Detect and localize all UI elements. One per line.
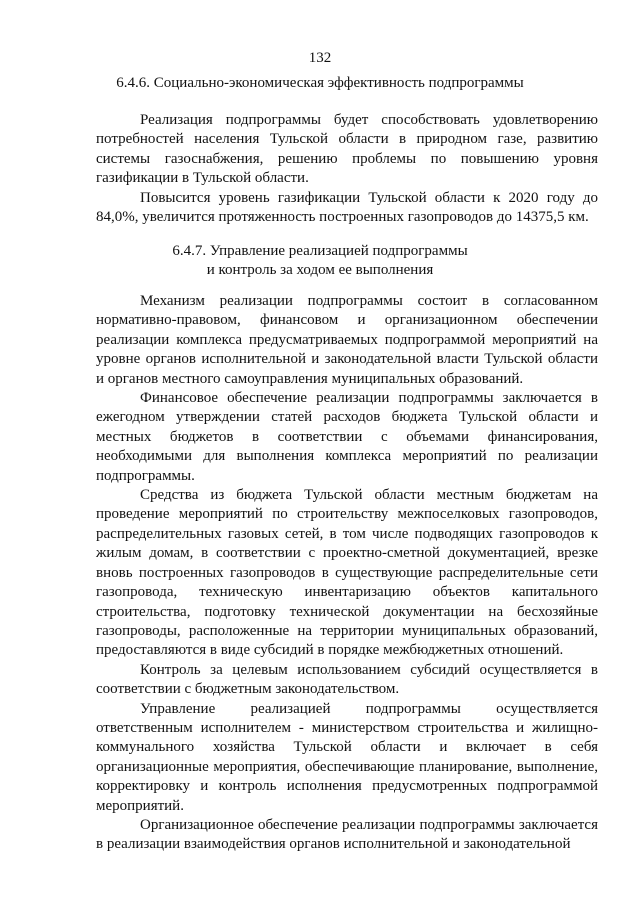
section-heading-line-2: и контроль за ходом ее выполнения xyxy=(206,262,434,278)
paragraph: Контроль за целевым использованием субсидий осуществляется в соответствии с бюджетным законодательством. xyxy=(96,661,598,698)
section-heading-line-1: 6.4.7. Управление реализацией подпрограммы xyxy=(172,243,468,259)
paragraph: Управление реализацией подпрограммы осуществляется ответственным исполнителем - министерством строительства и жилищно-коммунального хозяйства Тульской области и включает в себя организационные мероприятия, обеспечивающие планирование, выполнение, корректировку и контроль исполнения предусмотренных подпрограммой мероприятий. xyxy=(96,700,598,814)
section-heading-text: 6.4.6. Социально-экономическая эффективность подпрограммы xyxy=(116,75,524,91)
paragraph: Механизм реализации подпрограммы состоит в согласованном нормативно-правовом, финансовом и организационном обеспечении реализации комплекса предусматриваемых подпрограммой мероприятий на уровне органов исполнительной и законодательной власти Тульской области и органов местного самоуправления муниципальных образований. xyxy=(96,293,598,387)
paragraph: Средства из бюджета Тульской области местным бюджетам на проведение мероприятий по строительству межпоселковых газопроводов, распределительных газовых сетей, в том числе подводящих газопроводов к жилым домам, в соответствии с проектно-сметной документацией, врезке вновь построенных газопроводов в существующие распределительные сети газопровода, техническую инвентаризацию объектов капитального строительства, подготовку технической документации на бесхозяйные газопроводы, расположенные на территории муниципальных образований, предоставляются в виде субсидий в порядке межбюджетных отношений. xyxy=(96,487,598,659)
paragraph: Реализация подпрограммы будет способствовать удовлетворению потребностей населения Тульской области в природном газе, развитию системы газоснабжения, решению проблемы по повышению уровня газификации в Тульской области. xyxy=(96,112,598,187)
paragraph: Финансовое обеспечение реализации подпрограммы заключается в ежегодном утверждении статей расходов бюджета Тульской области и местных бюджетов в соответствии с объемами финансирования, необходимыми для выполнения комплекса мероприятий по реализации подпрограммы. xyxy=(96,390,598,484)
section-body-6-4-7 xyxy=(96,292,598,855)
paragraph: Организационное обеспечение реализации подпрограммы заключается в реализации взаимодействия органов исполнительной и законодательной xyxy=(96,816,598,853)
section-heading-6-4-7 xyxy=(0,242,640,280)
section-heading-6-4-6 xyxy=(0,74,640,93)
paragraph: Повысится уровень газификации Тульской области к 2020 году до 84,0%, увеличится протяженность построенных газопроводов до 14375,5 км. xyxy=(96,189,598,226)
section-body-6-4-6 xyxy=(96,111,598,227)
page-number: 132 xyxy=(308,50,332,66)
